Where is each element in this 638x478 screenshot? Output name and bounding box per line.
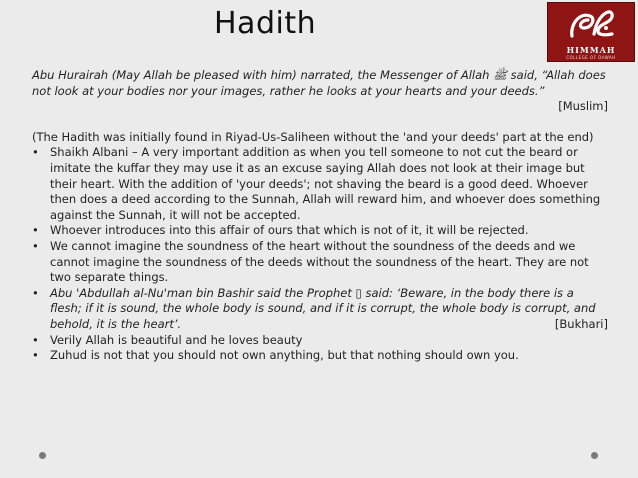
list-item xyxy=(32,223,608,239)
list-item xyxy=(32,145,608,223)
list-item-text: Whoever introduces into this affair of ours that which is not of it, it will be rejected. xyxy=(50,223,529,238)
intro-note: (The Hadith was initially found in Riyad-Us-Saliheen without the 'and your deeds' part at the end) xyxy=(32,129,594,144)
list-item-text: Shaikh Albani – A very important addition as when you tell someone to not cut the beard or imitate the kuffar they may use it as an excuse saying Allah does not look at their image but their heart. With the addition of 'your deeds'; not shaving the beard is a good deed. Whoever then does a deed according to the Sunnah, Allah will reward him, and whoever does something against the Sunnah, it will not be accepted. xyxy=(50,145,601,222)
list-item xyxy=(32,286,608,333)
himmah-logo xyxy=(547,2,635,62)
bullet-icon: • xyxy=(32,145,39,160)
muslim-reference: [Muslim] xyxy=(558,99,608,114)
bukhari-reference: [Bukhari] xyxy=(554,316,608,331)
bullet-icon: • xyxy=(32,223,39,238)
bullet-icon: • xyxy=(32,332,39,347)
logo-text: HIMMAH xyxy=(566,45,616,55)
list-item-text: We cannot imagine the soundness of the heart without the soundness of the deeds and we cannot imagine the soundness of the deeds without the soundness of the heart. They are not two separate things. xyxy=(50,238,589,285)
list-item-text: Zuhud is not that you should not own anything, but that nothing should own you. xyxy=(50,348,519,363)
decorative-dot-left xyxy=(39,452,46,459)
logo-subtext: COLLEGE OF DAWAH xyxy=(566,55,616,60)
hadith-quote: Abu Hurairah (May Allah be pleased with him) narrated, the Messenger of Allah ﷺ said, “Allah does not look at your bodies nor your images, rather he looks at your hearts and your deeds.” xyxy=(32,68,606,98)
bullet-list xyxy=(32,145,608,363)
bullet-icon: • xyxy=(32,348,39,363)
list-item-text: Verily Allah is beautiful and he loves beauty xyxy=(50,332,303,347)
list-item xyxy=(32,333,608,349)
bullet-icon: • xyxy=(32,238,39,253)
slide-title: Hadith xyxy=(214,6,317,41)
bullet-icon: • xyxy=(32,285,39,300)
list-item-text: Abu 'Abdullah al-Nu'man bin Bashir said the Prophet ▯ said: ‘Beware, in the body there is a flesh; if it is sound, the whole body is sound, and if it is corrupt, the whole body is corrupt, and behold, it is the heart’. xyxy=(50,285,596,331)
list-item xyxy=(32,348,608,364)
slide-body xyxy=(32,68,608,364)
list-item xyxy=(32,239,608,286)
calligraphy-logo-icon xyxy=(566,6,618,42)
decorative-dot-right xyxy=(591,452,598,459)
